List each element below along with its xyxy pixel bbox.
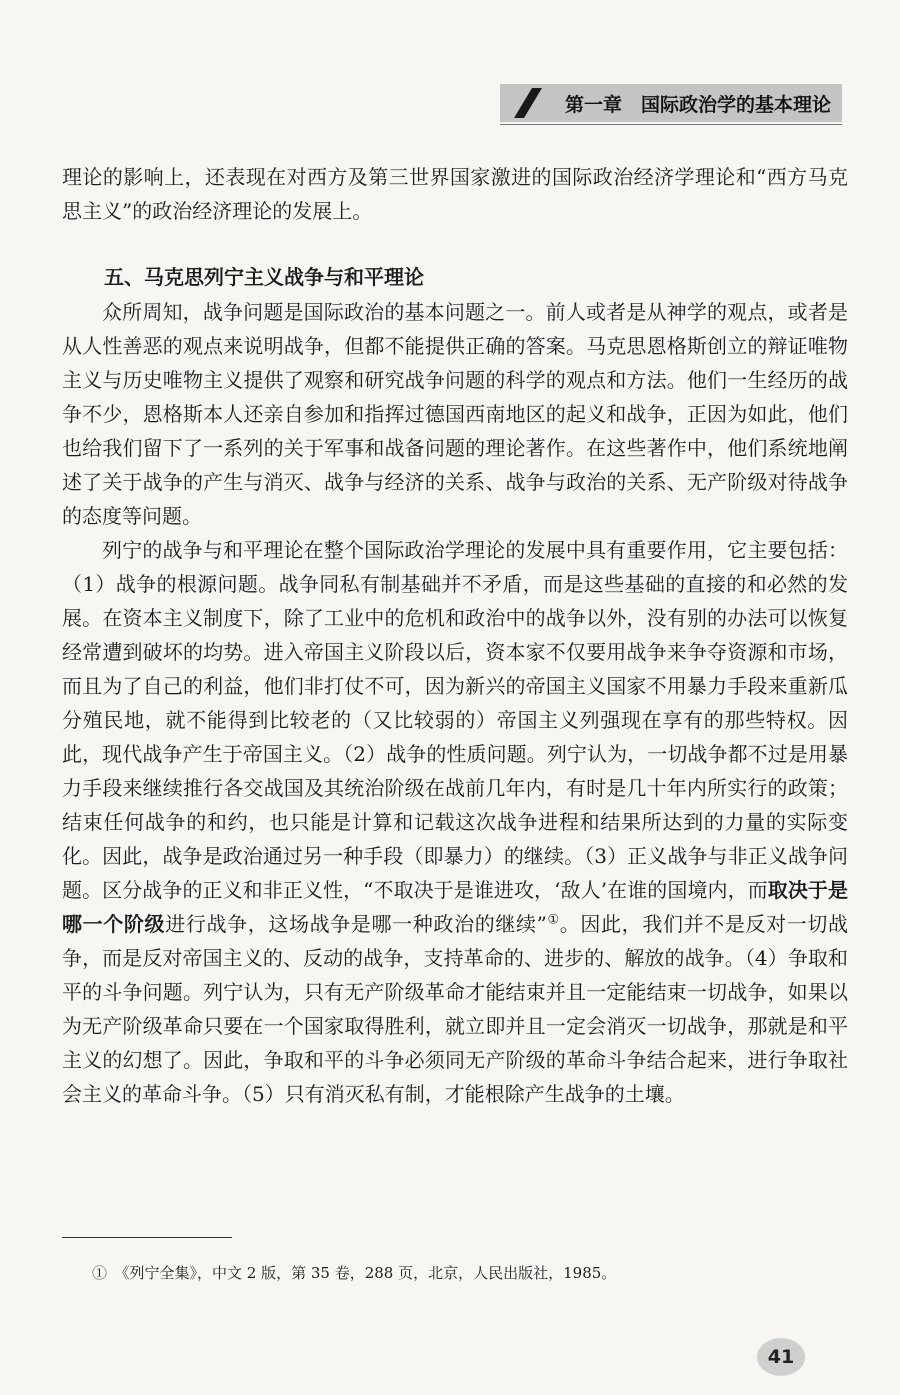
page-number: 41 xyxy=(757,1338,805,1376)
section-heading: 五、马克思列宁主义战争与和平理论 xyxy=(104,265,424,289)
footnote-divider xyxy=(62,1237,232,1238)
main-text-block xyxy=(62,295,848,1111)
chapter-title: 第一章 国际政治学的基本理论 xyxy=(565,94,832,116)
chapter-header xyxy=(500,84,842,122)
intro-paragraph: 理论的影响上，还表现在对西方及第三世界国家激进的国际政治经济学理论和“西方马克思主义”的政治经济理论的发展上。 xyxy=(62,165,848,223)
intro-paragraph-block xyxy=(62,160,848,228)
paragraph-2-text-c: 。因此，我们并不是反对一切战争，而是反对帝国主义的、反动的战争，支持革命的、进步的、解放的战争。（4）争取和平的斗争问题。列宁认为，只有无产阶级革命才能结束并且一定能结束一切战争，如果以为无产阶级革命只要在一个国家取得胜利，就立即并且一定会消灭一切战争，那就是和平主义的幻想了。因此，争取和平的斗争必须同无产阶级的革命斗争结合起来，进行争取社会主义的革命斗争。（5）只有消灭私有制，才能根除产生战争的土壤。 xyxy=(62,912,849,1106)
footnote-marker: ① xyxy=(546,912,560,928)
header-divider xyxy=(500,124,842,125)
paragraph-2 xyxy=(62,533,848,1111)
footnote: ① 《列宁全集》，中文 2 版，第 35 卷，288 页，北京，人民出版社，1985。 xyxy=(92,1264,617,1282)
paragraph-2-text-b: 进行战争，这场战争是哪一种政治的继续” xyxy=(165,912,547,936)
header-slash-icon xyxy=(514,88,542,118)
paragraph-1: 众所周知，战争问题是国际政治的基本问题之一。前人或者是从神学的观点，或者是从人性善恶的观点来说明战争，但都不能提供正确的答案。马克思恩格斯创立的辩证唯物主义与历史唯物主义提供了观察和研究战争问题的科学的观点和方法。他们一生经历的战争不少，恩格斯本人还亲自参加和指挥过德国西南地区的起义和战争，正因为如此，他们也给我们留下了一系列的关于军事和战备问题的理论著作。在这些著作中，他们系统地阐述了关于战争的产生与消灭、战争与经济的关系、战争与政治的关系、无产阶级对待战争的态度等问题。 xyxy=(62,300,848,528)
paragraph-2-emphasis: 取决于是哪一个阶级 xyxy=(62,878,848,936)
paragraph-2-text-a: 列宁的战争与和平理论在整个国际政治学理论的发展中具有重要作用，它主要包括：（1）战争的根源问题。战争同私有制基础并不矛盾，而是这些基础的直接的和必然的发展。在资本主义制度下，除了工业中的危机和政治中的战争以外，没有别的办法可以恢复经常遭到破坏的均势。进入帝国主义阶段以后，资本家不仅要用战争来争夺资源和市场，而且为了自己的利益，他们非打仗不可，因为新兴的帝国主义国家不用暴力手段来重新瓜分殖民地，就不能得到比较老的（又比较弱的）帝国主义列强现在享有的那些特权。因此，现代战争产生于帝国主义。（2）战争的性质问题。列宁认为，一切战争都不过是用暴力手段来继续推行各交战国及其统治阶级在战前几年内，有时是几十年内所实行的政策；结束任何战争的和约，也只能是计算和记载这次战争进程和结果所达到的力量的实际变化。因此，战争是政治通过另一种手段（即暴力）的继续。（3）正义战争与非正义战争问题。区分战争的正义和非正义性，“不取决于是谁进攻，‘敌人’在谁的国境内，而 xyxy=(62,538,848,902)
